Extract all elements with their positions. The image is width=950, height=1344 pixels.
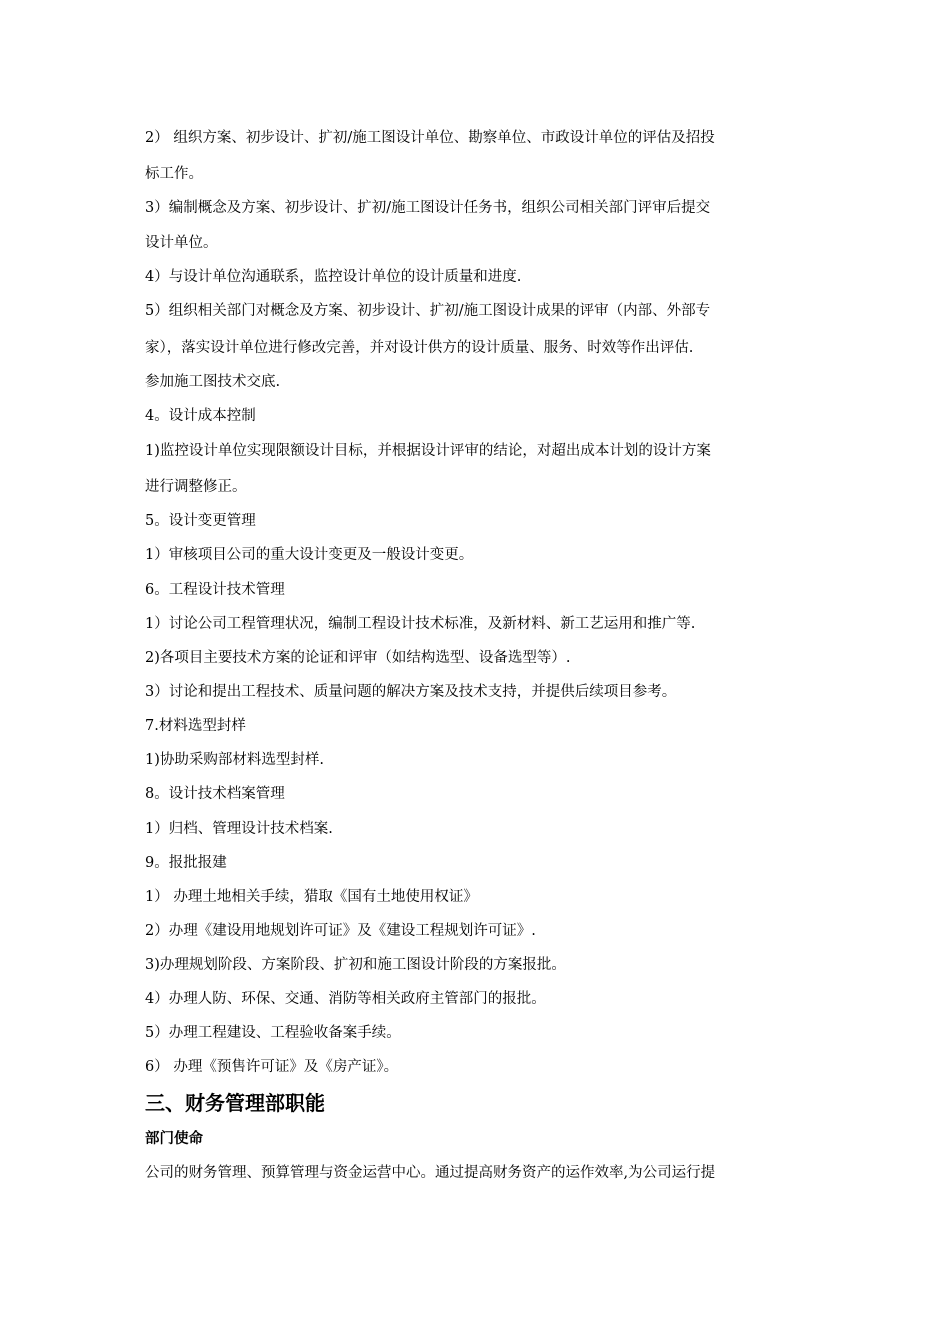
paragraph-line: 参加施工图技术交底.: [145, 374, 281, 390]
paragraph-line: 2）办理《建设用地规划许可证》及《建设工程规划许可证》.: [145, 923, 536, 939]
list-heading: 7.材料选型封样: [145, 718, 246, 734]
list-heading: 6。工程设计技术管理: [145, 582, 285, 598]
paragraph-line: 1）归档、管理设计技术档案.: [145, 821, 333, 837]
list-heading: 9。报批报建: [145, 855, 227, 871]
paragraph-line: 公司的财务管理、预算管理与资金运营中心。通过提高财务资产的运作效率,为公司运行提: [145, 1165, 716, 1181]
paragraph-line: 3）编制概念及方案、初步设计、扩初/施工图设计任务书，组织公司相关部门评审后提交: [145, 200, 711, 216]
paragraph-line: 3)办理规划阶段、方案阶段、扩初和施工图设计阶段的方案报批。: [145, 957, 566, 973]
paragraph-line: 设计单位。: [145, 235, 218, 251]
paragraph-line: 5）组织相关部门对概念及方案、初步设计、扩初/施工图设计成果的评审（内部、外部专: [145, 303, 711, 319]
paragraph-line: 4）办理人防、环保、交通、消防等相关政府主管部门的报批。: [145, 991, 546, 1007]
paragraph-line: 6） 办理《预售许可证》及《房产证》。: [145, 1059, 399, 1075]
section-heading: 三、财务管理部职能: [145, 1091, 325, 1115]
paragraph-line: 4）与设计单位沟通联系，监控设计单位的设计质量和进度.: [145, 269, 522, 285]
paragraph-line: 家），落实设计单位进行修改完善，并对设计供方的设计质量、服务、时效等作出评估.: [145, 340, 694, 356]
paragraph-line: 5）办理工程建设、工程验收备案手续。: [145, 1025, 401, 1041]
paragraph-line: 进行调整修正。: [145, 479, 247, 495]
paragraph-line: 1）审核项目公司的重大设计变更及一般设计变更。: [145, 547, 474, 563]
paragraph-line: 1）讨论公司工程管理状况，编制工程设计技术标准，及新材料、新工艺运用和推广等.: [145, 616, 696, 632]
paragraph-line: 标工作。: [145, 166, 203, 182]
paragraph-line: 2)各项目主要技术方案的论证和评审（如结构选型、设备选型等）.: [145, 650, 571, 666]
paragraph-line: 1)监控设计单位实现限额设计目标，并根据设计评审的结论，对超出成本计划的设计方案: [145, 443, 711, 459]
paragraph-line: 1） 办理土地相关手续，猎取《国有土地使用权证》: [145, 889, 478, 905]
list-heading: 5。设计变更管理: [145, 513, 256, 529]
subheading: 部门使命: [145, 1131, 203, 1147]
paragraph-line: 1)协助采购部材料选型封样.: [145, 752, 324, 768]
paragraph-line: 2） 组织方案、初步设计、扩初/施工图设计单位、勘察单位、市政设计单位的评估及招投: [145, 130, 715, 146]
paragraph-line: 3）讨论和提出工程技术、质量问题的解决方案及技术支持，并提供后续项目参考。: [145, 684, 677, 700]
list-heading: 4。设计成本控制: [145, 408, 256, 424]
list-heading: 8。设计技术档案管理: [145, 786, 285, 802]
